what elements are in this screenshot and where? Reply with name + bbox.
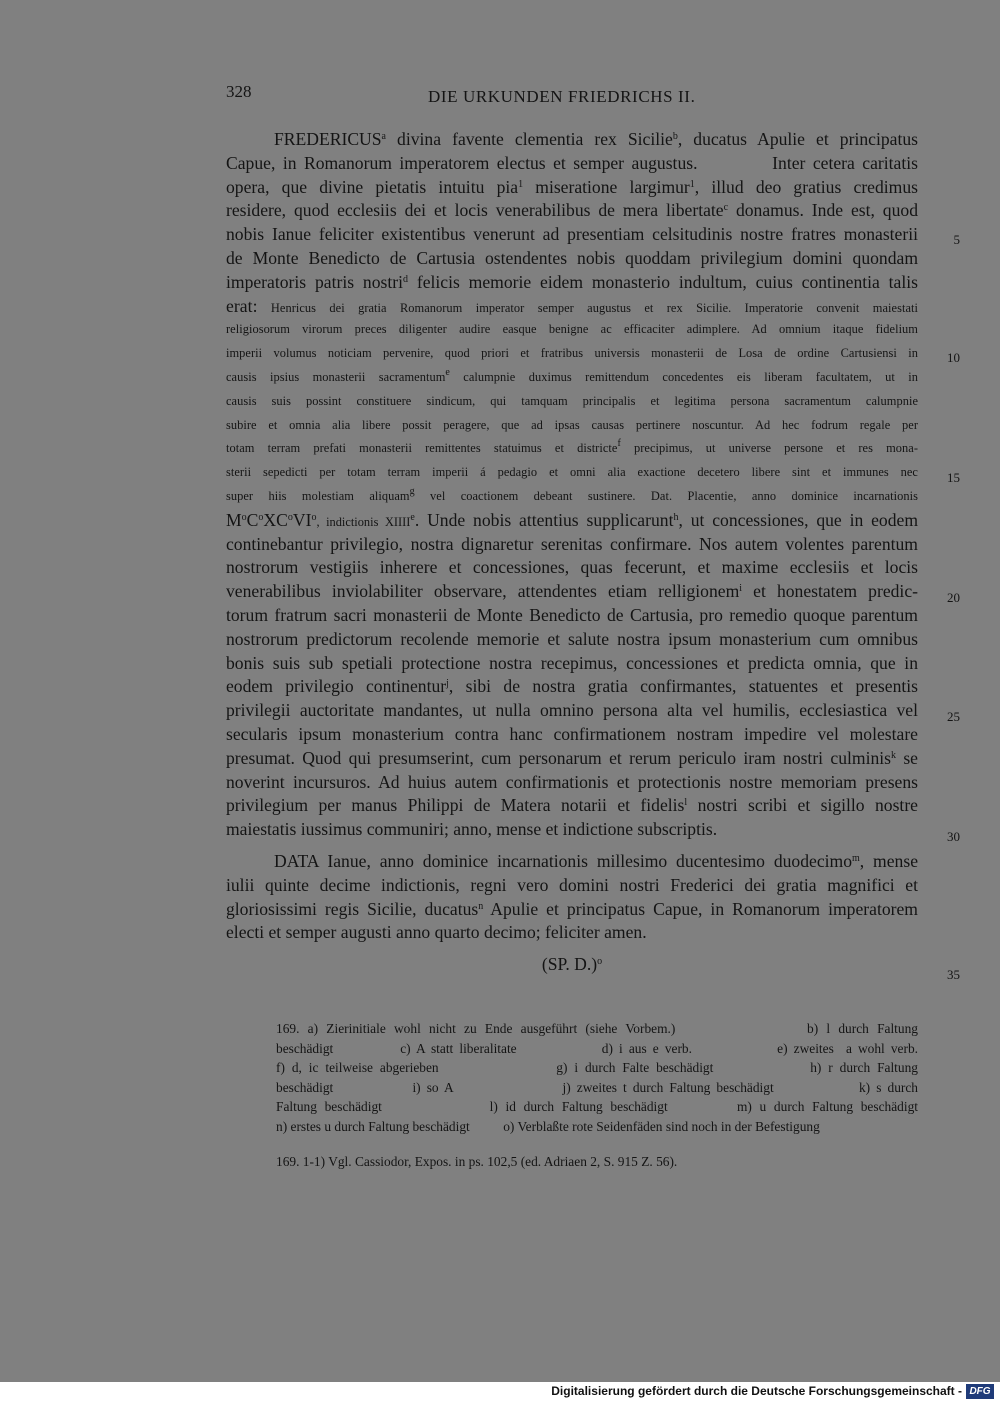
text-line: gloriosissimi regis Sicilie, ducatus$^n$ Apulie et principatus Capue, in Romanorum imperatorem: [226, 898, 918, 919]
text-line: causis ipsius monasterii sacramentum$^e$ calumpnie duximus remittendum concedentes eis liberam facultatem, ut in: [226, 366, 918, 384]
text-line: causis suis possint constituere sindicum, qui tamquam principalis et legitima persona sacramentum calumpnie: [226, 393, 918, 408]
text-line: bonis suis sub spetiali protectione nostra recepimus, concessiones et predicta omnia, que in: [226, 652, 918, 673]
running-title: DIE URKUNDEN FRIEDRICHS II.: [428, 87, 696, 106]
line-number: 5: [953, 232, 960, 247]
text-line: residere, quod ecclesiis dei et locis venerabilibus de mera libertate$^c$ donamus. Inde est, quod: [226, 200, 918, 221]
dfg-logo[interactable]: DFG: [966, 1384, 994, 1399]
footnote-line: n) erstes u durch Faltung beschädigt o) Verblaßte rote Seidenfäden sind noch in der Befestigung: [276, 1118, 820, 1134]
text-line: electi et semper augusti anno quarto decimo; feliciter amen.: [226, 922, 647, 943]
page-header: [226, 82, 726, 108]
footnote-line: f) d, ic teilweise abgerieben g) i durch Falte beschädigt h) r durch Faltung: [276, 1060, 918, 1075]
text-line: $M^oC^oXC^oVI^o$, indictionis XIIIIe. Unde nobis attentius supplicarunt$^h$, ut concessiones, que in eodem: [226, 509, 919, 530]
line-number: 30: [947, 829, 960, 844]
footnote-line: Faltung beschädigt l) id durch Faltung beschädigt m) u durch Faltung beschädigt: [276, 1099, 918, 1114]
footer-bar: [0, 1382, 1000, 1402]
source-note: 169. 1-1) Vgl. Cassiodor, Expos. in ps. 102,5 (ed. Adriaen 2, S. 915 Z. 56).: [276, 1154, 678, 1169]
footnote-line: 169. a) Zierinitiale wohl nicht zu Ende ausgeführt (siehe Vorbem.) b) l durch Faltung: [276, 1021, 918, 1036]
line-number: 25: [947, 709, 960, 724]
line-number: 35: [947, 967, 960, 982]
text-line: FREDERICUS$^a$ divina favente clementia rex Sicilie$^b$, ducatus Apulie et principatus: [274, 129, 918, 149]
funding-notice: Digitalisierung gefördert durch die Deutsche Forschungsgemeinschaft -: [551, 1384, 962, 1398]
footnote-line: beschädigt i) so A j) zweites t durch Faltung beschädigt k) s durch: [276, 1079, 918, 1095]
text-line: totam terram prefati monasterii remittentes statuimus et districte$^f$ precipimus, ut universe persone et res mona-: [226, 438, 918, 456]
text-line: nostrorum predictorum recolende memorie et salute nostra ipsum monasterium cum omnibus: [226, 628, 918, 649]
text-line: DATA Ianue, anno dominice incarnationis millesimo ducentesimo duodecimo$^m$, mense: [274, 850, 918, 871]
text-line: subire et omnia alia libere possit peragere, que ad ipsas causas pertinere noscuntur. Ad hec fodrum regale per: [226, 417, 918, 432]
text-line: noverint incursuros. Ad huius autem confirmationis et protectionis nostre memoriam presens: [226, 771, 918, 792]
line-number: 10: [947, 350, 960, 365]
text-line: torum fratrum sacri monasterii de Monte Benedicto de Cartusia, pro remedio quoque parentum: [226, 604, 918, 625]
text-line: venerabilibus inviolabiliter observare, attendentes etiam relligionem$^i$ et honestatem predic-: [226, 581, 918, 602]
text-line: religiosorum virorum preces diligenter audire easque benigne ac efficaciter adimplere. Ad omnium itaque fidelium: [226, 322, 918, 337]
text-line: nobis Ianue feliciter existentibus venerunt ad presentiam celsitudinis nostre fratres monasterii: [226, 224, 918, 245]
line-number: 15: [947, 470, 960, 485]
text-line: secularis ipsum monasterium contra hanc confirmationem nostram impedire vel molestare: [226, 723, 918, 744]
text-line: nostrorum vestigiis inherere et concessiones, quas fecerunt, et maxime ecclesiis et locis: [226, 557, 918, 578]
text-line: imperatoris patris nostri$^d$ felicis memorie eidem monasterio indultum, cuius continentia talis: [226, 271, 918, 292]
text-line: iulii quinte decime indictionis, regni vero domini nostri Frederici dei gratia magnifici et: [226, 874, 918, 895]
text-line: imperii volumus noticiam pervenire, quod priori et fratribus universis monasterii de Losa de ordine Cartusiensi in: [226, 346, 918, 361]
text-line: erat: Henricus dei gratia Romanorum imperator semper augustus et rex Sicilie. Imperatorie convenit maiestati: [226, 295, 918, 316]
text-line: de Monte Benedicto de Cartusia ostendentes nobis quoddam privilegium domini quondam: [226, 247, 918, 268]
text-line: sterii sepedicti per totam terram imperii á pedagio et omni alia exactione decetero libere sint et immunes nec: [226, 465, 918, 480]
line-number: 20: [947, 590, 960, 605]
page-number: 328: [226, 82, 252, 101]
text-line: eodem privilegio continentur$^j$, sibi de nostra gratia confirmantes, statuentes et presentis: [226, 676, 918, 697]
charter-text: [226, 128, 918, 977]
text-line: Capue, in Romanorum imperatorem electus et semper augustus. Inter cetera caritatis: [226, 152, 918, 173]
footnotes: [276, 1019, 918, 1136]
text-line: super hiis molestiam aliquam$^g$ vel coactionem debeant sustinere. Dat. Placentie, anno dominice incarnationis: [226, 485, 919, 503]
text-line: privilegii auctoritate mandantes, ut nulla omnino persona alta vel humilis, ecclesiastica vel: [226, 700, 918, 721]
text-line: opera, que divine pietatis intuitu pia$^1$ miseratione largimur$^1$, illud deo gratius credimus: [226, 176, 919, 197]
text-line: privilegium per manus Philippi de Matera notarii et fidelis$^l$ nostri scribi et sigillo nostre: [226, 795, 918, 816]
text-line: maiestatis iussimus communiri; anno, mense et indictione subscriptis.: [226, 819, 718, 840]
signum-line: (SP. D.)$^o$: [541, 954, 603, 975]
text-line: continebantur privilegio, nostra dignaretur serenitas confirmare. Nos autem volentes parentum: [226, 533, 918, 554]
footnote-line: beschädigt c) A statt liberalitate d) i aus e verb. e) zweites a wohl verb.: [276, 1040, 918, 1056]
text-line: presumat. Quod qui presumserint, cum personarum et rerum periculo iram nostri culminis$^k$ se: [226, 747, 918, 768]
